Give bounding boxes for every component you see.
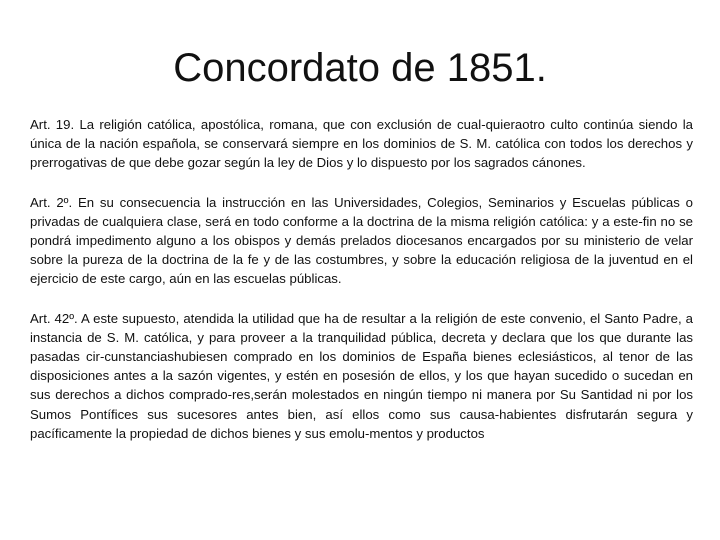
slide-title: Concordato de 1851. [173, 46, 547, 90]
article-42-paragraph: Art. 42º. A este supuesto, atendida la utilidad que ha de resultar a la religión de este convenio, el Santo Padre, a instancia de S. M. católica, y para proveer a la tranquilidad pública, decreta y declara que los que durante las pasadas cir-cunstanciashubiesen comprado en los dominios de España bienes eclesiásticos, al tenor de las disposiciones antes a la sazón vigentes, y estén en posesión de ellos, y los que hayan sucedido o sucedan en sus derechos a dichos comprado-res,serán molestados en ningún tiempo ni manera por Su Santidad ni por los Sumos Pontífices sus sucesores antes bien, así ellos como sus causa‑habientes disfrutarán segura y pacíficamente la propiedad de dichos bienes y sus emolu-mentos y productos [30, 310, 693, 441]
article-19-paragraph: Art. 19. La religión católica, apostólica, romana, que con exclusión de cual-quieraotro culto continúa siendo la única de la nación española, se conservará siempre en los dominios de S. M. católica con todos los derechos y prerrogativas de que debe gozar según la ley de Dios y lo dispuesto por los sagrados cánones. [30, 117, 693, 171]
article-2-paragraph: Art. 2º. En su consecuencia la instrucción en las Universidades, Colegios, Seminarios y Escuelas públicas o privadas de cualquiera clase, será en todo conforme a la doctrina de la misma religión católica: y a este‑fin no se pondrá impedimento alguno a los obispos y demás prelados diocesanos encargados por su ministerio de velar sobre la pureza de la doctrina de la fe y de las costumbres, y sobre la educación religiosa de la juventud en el ejercicio de este cargo, aún en las escuelas públicas. [30, 194, 693, 287]
slide-body [30, 115, 693, 463]
